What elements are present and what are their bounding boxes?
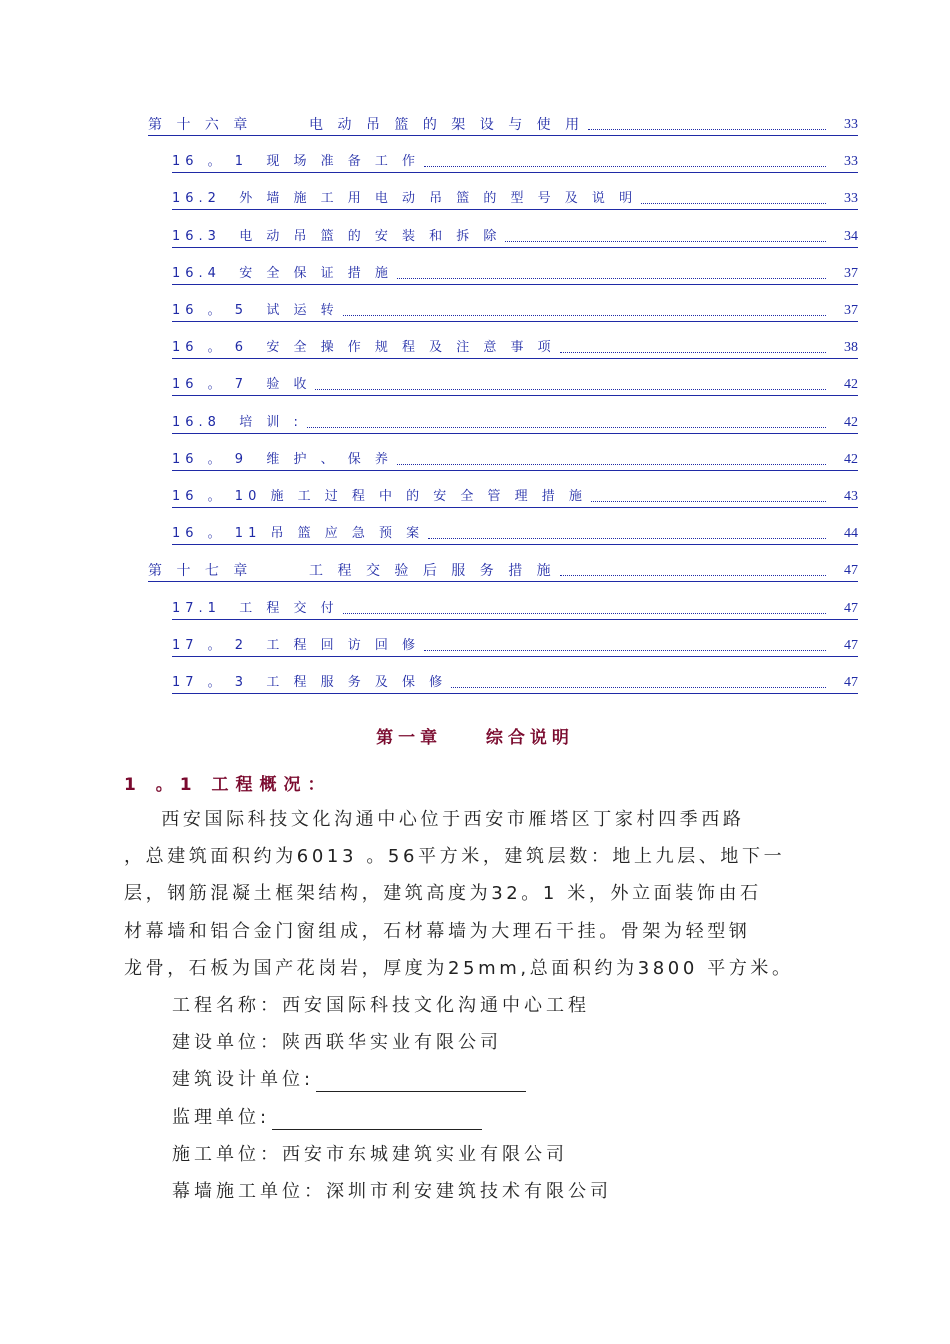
toc-entry[interactable] xyxy=(172,336,858,359)
toc-entry-label: 16 。 10 施 工 过 程 中 的 安 全 管 理 措 施 xyxy=(172,489,587,504)
toc-dot-leader xyxy=(343,612,826,614)
toc-entry-label: 16 。 1 现 场 准 备 工 作 xyxy=(172,154,421,170)
toc-page-number: 37 xyxy=(844,303,858,318)
info-line xyxy=(172,1180,612,1204)
toc-page-number: 34 xyxy=(844,228,858,244)
toc-entry[interactable] xyxy=(172,485,858,508)
toc-dot-leader xyxy=(424,649,826,651)
toc-page-number: 43 xyxy=(844,489,858,504)
chapter-title: 第一章 综合说明 xyxy=(376,728,574,748)
toc-entry-label: 17 。 3 工 程 服 务 及 保 修 xyxy=(172,675,448,690)
info-line xyxy=(172,1143,568,1167)
toc-dot-leader xyxy=(588,128,826,130)
toc-entry[interactable] xyxy=(148,113,858,136)
paragraph-line: ，总建筑面积约为6013 。56平方米，建筑层数：地上九层、地下一 xyxy=(124,846,786,868)
toc-page-number: 33 xyxy=(844,154,858,170)
blank-fill-line xyxy=(272,1111,482,1130)
toc-dot-leader xyxy=(560,351,826,353)
toc-entry-label: 16.4 安 全 保 证 措 施 xyxy=(172,265,393,281)
toc-dot-leader xyxy=(591,500,826,502)
toc-entry[interactable] xyxy=(172,448,858,471)
toc-entry-label: 16 。 5 试 运 转 xyxy=(172,303,339,318)
toc-entry-label: 16 。 9 维 护 、 保 养 xyxy=(172,451,393,467)
toc-page-number: 42 xyxy=(844,414,858,430)
toc-dot-leader xyxy=(424,165,826,167)
toc-entry[interactable] xyxy=(172,262,858,285)
toc-page-number: 38 xyxy=(844,340,858,356)
paragraph-line: 材幕墙和铝合金门窗组成，石材幕墙为大理石干挂。骨架为轻型钢 xyxy=(124,920,751,942)
toc-dot-leader xyxy=(307,426,826,428)
toc-entry-label: 第 十 七 章 工 程 交 验 后 服 务 措 施 xyxy=(148,563,556,580)
toc-dot-leader xyxy=(343,314,826,316)
toc-entry-label: 17.1 工 程 交 付 xyxy=(172,600,339,616)
toc-entry-label: 第 十 六 章 电 动 吊 篮 的 架 设 与 使 用 xyxy=(148,117,585,133)
info-line-text: 建设单位：陕西联华实业有限公司 xyxy=(172,1032,502,1054)
toc-entry[interactable] xyxy=(172,411,858,434)
toc-page-number: 42 xyxy=(844,377,858,393)
info-line xyxy=(172,1031,502,1055)
toc-entry-label: 16.3 电 动 吊 篮 的 安 装 和 拆 除 xyxy=(172,228,502,244)
toc-page-number: 47 xyxy=(844,563,858,579)
toc-page-number: 47 xyxy=(844,675,858,690)
blank-fill-line xyxy=(316,1073,526,1092)
paragraph-line: 龙骨，石板为国产花岗岩，厚度为25mm,总面积约为3800 平方米。 xyxy=(124,957,794,979)
toc-page-number: 33 xyxy=(844,191,858,207)
info-line-text: 幕墙施工单位：深圳市利安建筑技术有限公司 xyxy=(172,1181,612,1202)
toc-entry-label: 16.8 培 训 : xyxy=(172,414,303,430)
toc-entry[interactable] xyxy=(172,150,858,173)
info-line-text: 工程名称：西安国际科技文化沟通中心工程 xyxy=(172,995,590,1016)
toc-dot-leader xyxy=(428,537,826,539)
toc-entry-label: 16 。 6 安 全 操 作 规 程 及 注 意 事 项 xyxy=(172,340,556,356)
paragraph-line: 西安国际科技文化沟通中心位于西安市雁塔区丁家村四季西路 xyxy=(124,809,745,830)
toc-dot-leader xyxy=(560,574,826,576)
toc-entry[interactable] xyxy=(172,187,858,210)
toc-page-number: 42 xyxy=(844,451,858,467)
info-line xyxy=(172,994,590,1018)
toc-entry[interactable] xyxy=(172,373,858,396)
info-line xyxy=(172,1106,482,1130)
toc-dot-leader xyxy=(451,686,826,688)
toc-entry-label: 17 。 2 工 程 回 访 回 修 xyxy=(172,637,421,653)
section-heading: 1 。1 工程概况： xyxy=(124,775,332,795)
toc-entry[interactable] xyxy=(172,522,858,545)
toc-page-number: 47 xyxy=(844,637,858,653)
toc-entry[interactable] xyxy=(172,671,858,694)
toc-dot-leader xyxy=(315,388,826,390)
info-line-text: 建筑设计单位: xyxy=(172,1069,315,1091)
toc-entry[interactable] xyxy=(172,597,858,620)
toc-page-number: 47 xyxy=(844,600,858,616)
info-line-text: 施工单位：西安市东城建筑实业有限公司 xyxy=(172,1143,568,1165)
toc-dot-leader xyxy=(641,202,826,204)
info-line xyxy=(172,1068,526,1092)
toc-page-number: 37 xyxy=(844,265,858,281)
toc-dot-leader xyxy=(397,277,826,279)
toc-entry-label: 16 。 11 吊 篮 应 急 预 案 xyxy=(172,526,425,542)
info-line-text: 监理单位: xyxy=(172,1106,271,1128)
toc-entry[interactable] xyxy=(172,634,858,657)
toc-dot-leader xyxy=(397,463,826,465)
toc-entry[interactable] xyxy=(172,225,858,248)
toc-entry-label: 16 。 7 验 收 xyxy=(172,377,312,393)
toc-page-number: 33 xyxy=(844,117,858,132)
toc-entry[interactable] xyxy=(148,559,858,582)
toc-page-number: 44 xyxy=(844,526,858,542)
toc-entry-label: 16.2 外 墙 施 工 用 电 动 吊 篮 的 型 号 及 说 明 xyxy=(172,191,638,207)
toc-entry[interactable] xyxy=(172,299,858,322)
paragraph-line: 层，钢筋混凝土框架结构，建筑高度为32。1 米，外立面装饰由石 xyxy=(124,883,762,905)
toc-dot-leader xyxy=(505,240,826,242)
